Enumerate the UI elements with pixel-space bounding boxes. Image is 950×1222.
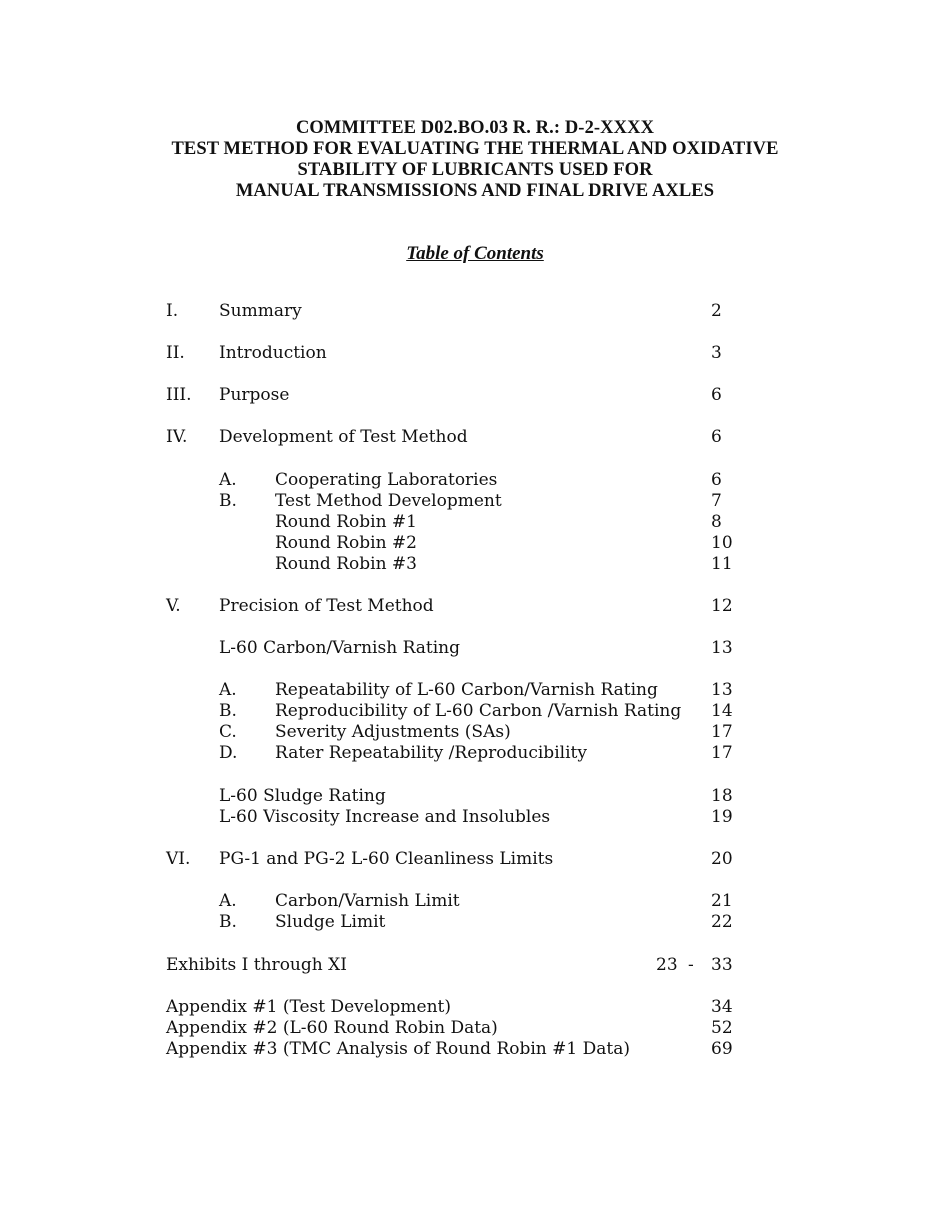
page-number: 17 xyxy=(711,743,733,763)
subsection-letter: B. xyxy=(219,912,237,932)
section-number: V. xyxy=(166,596,181,616)
section-label: Introduction xyxy=(219,343,327,363)
subsection-label: Cooperating Laboratories xyxy=(275,470,498,490)
subsection-label: Severity Adjustments (SAs) xyxy=(275,722,511,742)
toc-entry-appendix xyxy=(0,1018,950,1039)
subsection-letter: A. xyxy=(219,891,237,911)
subsection-letter: A. xyxy=(219,680,237,700)
section-number: II. xyxy=(166,343,185,363)
toc-entry-summary xyxy=(0,301,950,322)
page-number: 8 xyxy=(711,512,722,532)
page-range-end: 33 xyxy=(711,955,733,975)
header-line-committee: COMMITTEE D02.BO.03 R. R.: D-2-XXXX xyxy=(295,118,655,138)
toc-subentry xyxy=(0,701,950,722)
subsection-letter: B. xyxy=(219,701,237,721)
subsection-letter: A. xyxy=(219,470,237,490)
toc-entry-appendix xyxy=(0,997,950,1018)
page-number: 21 xyxy=(711,891,733,911)
section-number: IV. xyxy=(166,427,188,447)
header-line-title-2: STABILITY OF LUBRICANTS USED FOR xyxy=(297,160,653,180)
page-number: 52 xyxy=(711,1018,733,1038)
page-number: 14 xyxy=(711,701,733,721)
page-number: 34 xyxy=(711,997,733,1017)
toc-subentry xyxy=(0,912,950,933)
section-number: VI. xyxy=(166,849,191,869)
subsection-label: Round Robin #2 xyxy=(275,533,417,553)
page-range-dash: - xyxy=(688,955,694,975)
toc-entry-exhibits xyxy=(0,955,950,976)
section-label: Summary xyxy=(219,301,302,321)
subheading-label: L-60 Sludge Rating xyxy=(219,786,386,806)
toc-subentry xyxy=(0,722,950,743)
subsection-label: Test Method Development xyxy=(275,491,502,511)
toc-entry-development xyxy=(0,427,950,448)
subsection-label: Carbon/Varnish Limit xyxy=(275,891,460,911)
toc-subentry xyxy=(0,470,950,491)
toc-entry-cleanliness-limits xyxy=(0,849,950,870)
page-number: 3 xyxy=(711,343,722,363)
toc-entry-purpose xyxy=(0,385,950,406)
toc-subentry xyxy=(0,554,950,575)
subsection-label: Round Robin #3 xyxy=(275,554,417,574)
page-number: 69 xyxy=(711,1039,733,1059)
subsection-letter: D. xyxy=(219,743,238,763)
page-number: 7 xyxy=(711,491,722,511)
subheading-label: L-60 Viscosity Increase and Insolubles xyxy=(219,807,551,827)
subsection-label: Repeatability of L-60 Carbon/Varnish Rating xyxy=(275,680,658,700)
subsection-label: Reproducibility of L-60 Carbon /Varnish Rating xyxy=(275,701,682,721)
page-number: 19 xyxy=(711,807,733,827)
page-number: 6 xyxy=(711,470,722,490)
header-line-title-3: MANUAL TRANSMISSIONS AND FINAL DRIVE AXLES xyxy=(235,181,715,201)
toc-subheading-viscosity xyxy=(0,807,950,828)
header-line-title-1: TEST METHOD FOR EVALUATING THE THERMAL AND OXIDATIVE xyxy=(171,139,779,159)
page-number: 10 xyxy=(711,533,733,553)
page-number: 12 xyxy=(711,596,733,616)
toc-subentry xyxy=(0,533,950,554)
toc-subheading-carbon-varnish xyxy=(0,638,950,659)
section-label: Purpose xyxy=(219,385,290,405)
appendix-label: Appendix #2 (L-60 Round Robin Data) xyxy=(166,1018,498,1038)
subsection-letter: C. xyxy=(219,722,237,742)
toc-subentry xyxy=(0,743,950,764)
toc-entry-precision xyxy=(0,596,950,617)
page-range-start: 23 xyxy=(656,955,678,975)
section-label: PG-1 and PG-2 L-60 Cleanliness Limits xyxy=(219,849,554,869)
subsection-label: Sludge Limit xyxy=(275,912,386,932)
subsection-label: Rater Repeatability /Reproducibility xyxy=(275,743,587,763)
document-header xyxy=(0,118,950,202)
page-number: 2 xyxy=(711,301,722,321)
section-number: III. xyxy=(166,385,192,405)
page-number: 18 xyxy=(711,786,733,806)
page-number: 22 xyxy=(711,912,733,932)
subsection-label: Round Robin #1 xyxy=(275,512,417,532)
exhibits-label: Exhibits I through XI xyxy=(166,955,347,975)
section-number: I. xyxy=(166,301,179,321)
toc-subentry xyxy=(0,512,950,533)
toc-entry-appendix xyxy=(0,1039,950,1060)
subsection-letter: B. xyxy=(219,491,237,511)
toc-entry-introduction xyxy=(0,343,950,364)
toc-title: Table of Contents xyxy=(406,243,544,264)
subheading-label: L-60 Carbon/Varnish Rating xyxy=(219,638,460,658)
toc-subheading-sludge xyxy=(0,786,950,807)
section-label: Precision of Test Method xyxy=(219,596,434,616)
appendix-label: Appendix #3 (TMC Analysis of Round Robin #1 Data) xyxy=(166,1039,630,1059)
page-number: 6 xyxy=(711,385,722,405)
appendix-label: Appendix #1 (Test Development) xyxy=(166,997,451,1017)
toc-subentry xyxy=(0,491,950,512)
page-number: 11 xyxy=(711,554,733,574)
page-number: 13 xyxy=(711,638,733,658)
toc-subentry xyxy=(0,680,950,701)
toc-subentry xyxy=(0,891,950,912)
section-label: Development of Test Method xyxy=(219,427,468,447)
page-number: 6 xyxy=(711,427,722,447)
page-number: 13 xyxy=(711,680,733,700)
page-number: 20 xyxy=(711,849,733,869)
page-number: 17 xyxy=(711,722,733,742)
